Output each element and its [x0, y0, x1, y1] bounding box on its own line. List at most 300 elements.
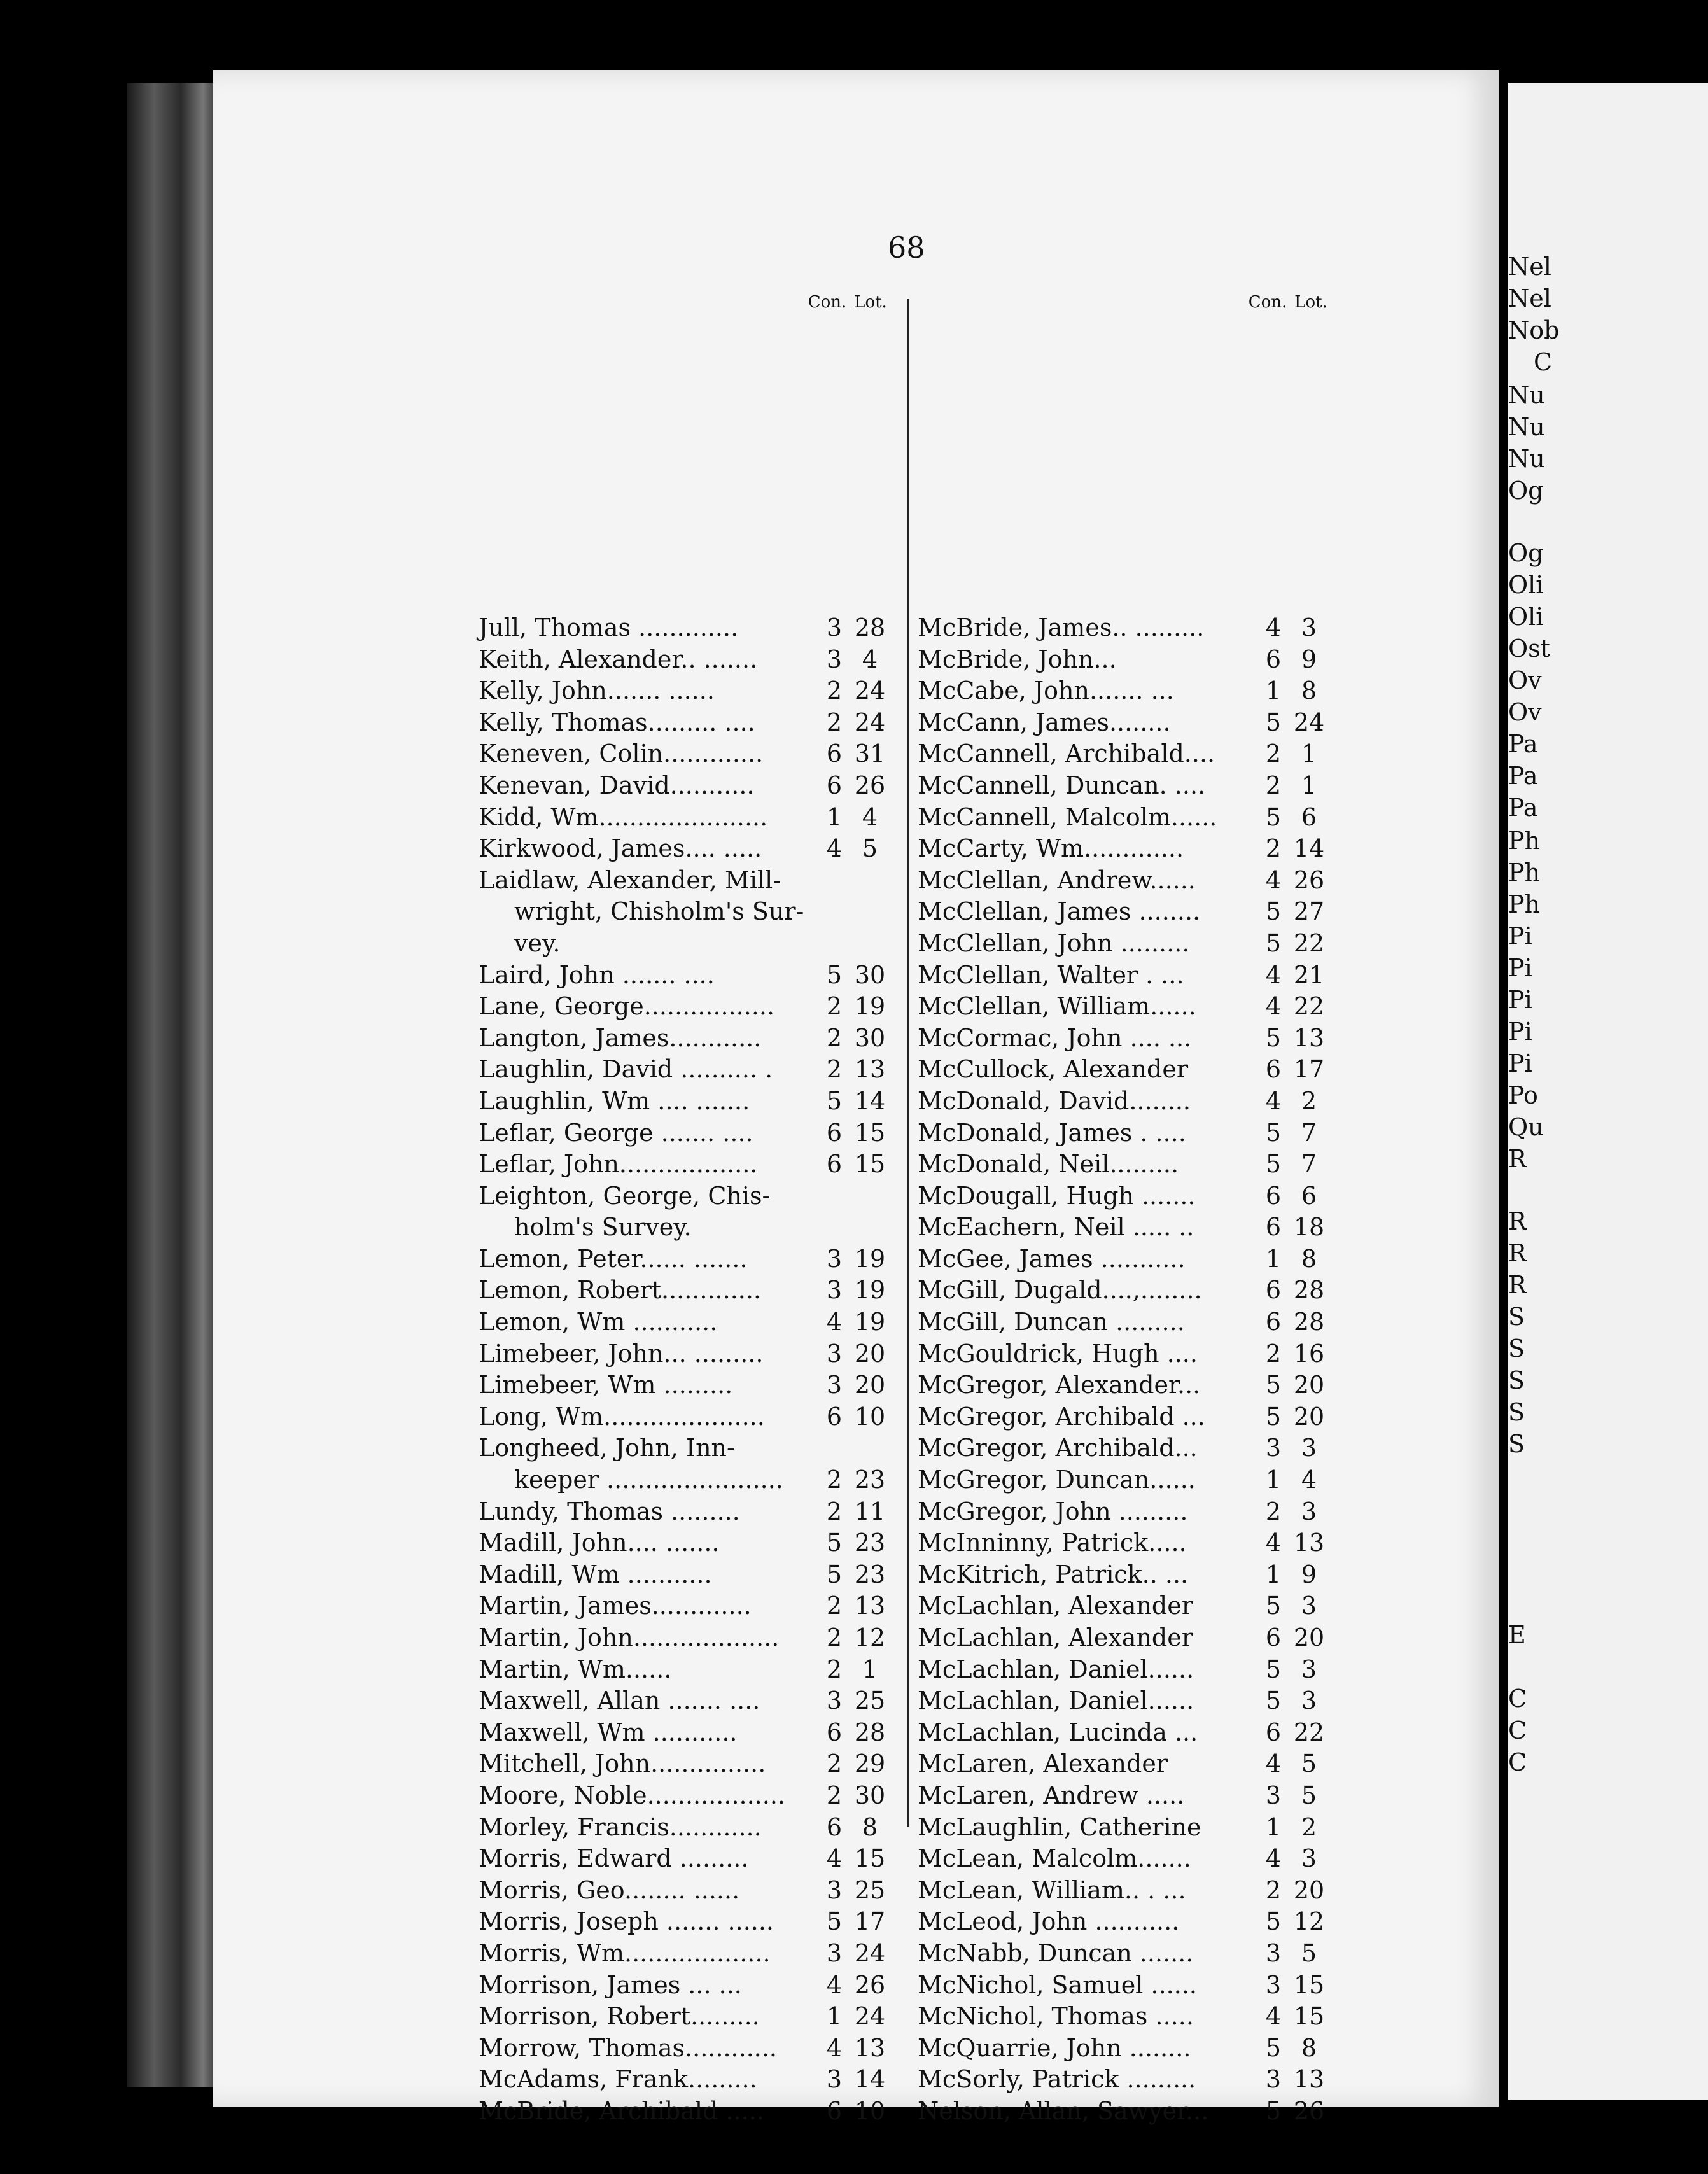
entry-name: Keneven, Colin............. [479, 740, 764, 768]
adjacent-page-fragment: Pi [1508, 1049, 1532, 1077]
list-item [479, 960, 899, 992]
list-item [918, 1559, 1338, 1591]
entry-lot: 26 [854, 1970, 886, 1999]
entry-concession: 5 [1265, 1371, 1282, 1399]
entry-name: wright, Chisholm's Sur- [514, 897, 804, 926]
list-item [479, 802, 899, 834]
entry-lot: 13 [854, 2033, 886, 2062]
list-item [918, 1370, 1338, 1401]
entry-name: McGregor, John ......... [918, 1497, 1188, 1525]
entry-concession: 2 [1265, 1876, 1282, 1904]
entry-concession: 6 [1265, 1276, 1282, 1305]
adjacent-page-fragment: Nu [1508, 445, 1545, 473]
adjacent-page-fragment: Pa [1508, 762, 1538, 790]
list-item [918, 1590, 1338, 1622]
entry-concession: 1 [1265, 677, 1282, 705]
adjacent-page-fragment: Ph [1508, 890, 1541, 918]
entry-name: McLean, William.. . ... [918, 1876, 1186, 1904]
entry-lot: 11 [854, 1497, 886, 1525]
entry-concession: 3 [826, 1876, 843, 1904]
entry-name: McClellan, Walter . ... [918, 960, 1184, 989]
entry-lot: 15 [854, 1844, 886, 1873]
list-item [479, 928, 899, 960]
adjacent-page-fragment: Pi [1508, 922, 1532, 950]
list-item [479, 1938, 899, 1970]
adjacent-page-fragment: S [1508, 1398, 1525, 1426]
entry-concession: 2 [826, 708, 843, 736]
entry-name: McInninny, Patrick..... [918, 1529, 1187, 1557]
list-item [479, 833, 899, 865]
adjacent-page-fragment: Ph [1508, 827, 1541, 855]
entry-lot: 7 [1301, 1118, 1317, 1147]
list-item [479, 1559, 899, 1591]
entry-name: Long, Wm..................... [479, 1402, 765, 1431]
entry-lot: 22 [1293, 929, 1325, 957]
adjacent-page-fragment: Ost [1508, 635, 1550, 663]
list-item [479, 1685, 899, 1717]
list-item [918, 2064, 1338, 2096]
entry-lot: 28 [1293, 1308, 1325, 1336]
entry-concession: 3 [826, 1339, 843, 1368]
list-item [918, 1433, 1338, 1464]
adjacent-page-fragment: Qu [1508, 1113, 1544, 1141]
entry-lot: 26 [1293, 2096, 1325, 2125]
entry-lot: 29 [854, 1750, 886, 1778]
adjacent-page [1508, 83, 1708, 2100]
adjacent-page-fragment: Og [1508, 539, 1544, 567]
entry-lot: 30 [854, 960, 886, 989]
adjacent-page-fragment: Oli [1508, 603, 1544, 631]
list-item [479, 1875, 899, 1907]
list-item [479, 1433, 899, 1464]
entry-name: Leighton, George, Chis- [479, 1181, 771, 1210]
entry-concession: 6 [1265, 1055, 1282, 1084]
entry-name: McNichol, Samuel ...... [918, 1970, 1197, 1999]
list-item [479, 1812, 899, 1844]
entry-name: Martin, Wm...... [479, 1655, 672, 1683]
entry-name: McLaren, Alexander [918, 1750, 1168, 1778]
entry-name: Lundy, Thomas ......... [479, 1497, 740, 1525]
entry-lot: 4 [862, 645, 878, 673]
entry-lot: 8 [1301, 2033, 1317, 2062]
entry-lot: 19 [854, 992, 886, 1021]
list-item [479, 1464, 899, 1496]
entry-lot: 31 [854, 740, 886, 768]
entry-name: McClellan, William...... [918, 992, 1196, 1021]
right-column-header [1246, 293, 1333, 312]
entry-name: McCormac, John .... ... [918, 1023, 1192, 1052]
entry-name: Lemon, Robert............. [479, 1276, 762, 1305]
entry-lot: 23 [854, 1560, 886, 1588]
adjacent-page-fragment: S [1508, 1335, 1525, 1363]
adjacent-page-fragment: Nu [1508, 381, 1545, 409]
adjacent-page-fragment: Oli [1508, 571, 1544, 599]
entry-lot: 12 [1293, 1907, 1325, 1936]
list-item [918, 928, 1338, 960]
adjacent-page-fragment: C [1508, 1685, 1527, 1713]
entry-lot: 14 [854, 1086, 886, 1115]
list-item [479, 865, 899, 897]
entry-name: McGouldrick, Hugh .... [918, 1339, 1198, 1368]
entry-name: McLaughlin, Catherine [918, 1813, 1201, 1841]
entry-name: McCannell, Malcolm...... [918, 803, 1217, 831]
entry-name: Morris, Wm................... [479, 1939, 771, 1967]
entry-name: McGill, Duncan ......... [918, 1308, 1185, 1336]
adjacent-page-fragment: Pa [1508, 730, 1538, 758]
entry-name: McCullock, Alexander [918, 1055, 1189, 1084]
entry-lot: 5 [862, 834, 878, 863]
list-item [918, 865, 1338, 897]
list-item [479, 2064, 899, 2096]
entry-lot: 4 [1301, 1466, 1317, 1494]
entry-concession: 2 [1265, 1339, 1282, 1368]
entry-name: Laidlaw, Alexander, Mill- [479, 866, 781, 894]
entry-concession: 2 [826, 677, 843, 705]
entry-concession: 3 [826, 1276, 843, 1305]
entry-concession: 6 [1265, 1181, 1282, 1210]
entry-concession: 3 [826, 1244, 843, 1273]
entry-concession: 2 [826, 1466, 843, 1494]
entry-name: McGill, Dugald....,........ [918, 1276, 1202, 1305]
entry-concession: 4 [1265, 866, 1282, 894]
adjacent-page-fragment: R [1508, 1239, 1527, 1267]
entry-lot: 17 [1293, 1055, 1325, 1084]
entry-lot: 19 [854, 1276, 886, 1305]
entry-lot: 14 [1293, 834, 1325, 863]
entry-lot: 19 [854, 1308, 886, 1336]
entry-name: Maxwell, Wm ........... [479, 1718, 738, 1746]
list-item [918, 1780, 1338, 1812]
adjacent-page-fragment: S [1508, 1430, 1525, 1458]
entry-name: McClellan, Andrew...... [918, 866, 1196, 894]
list-item [918, 644, 1338, 676]
entry-name: Moore, Noble.................. [479, 1781, 785, 1809]
entry-lot: 21 [1293, 960, 1325, 989]
lot-header: Lot. [854, 293, 887, 312]
adjacent-page-fragment: Pa [1508, 794, 1538, 822]
entry-lot: 30 [854, 1023, 886, 1052]
entry-concession: 2 [1265, 1497, 1282, 1525]
lot-header: Lot. [1294, 293, 1327, 312]
entry-name: McCabe, John....... ... [918, 677, 1174, 705]
entry-lot: 19 [854, 1244, 886, 1273]
entry-concession: 3 [826, 614, 843, 642]
list-item [918, 1023, 1338, 1055]
list-item [918, 1401, 1338, 1433]
entry-lot: 17 [854, 1907, 886, 1936]
list-item [918, 1717, 1338, 1749]
list-item [479, 738, 899, 770]
list-item [918, 1212, 1338, 1244]
list-item [918, 1181, 1338, 1212]
entry-concession: 4 [1265, 2002, 1282, 2031]
entry-concession: 3 [826, 1939, 843, 1967]
entry-concession: 6 [1265, 1718, 1282, 1746]
list-item [918, 1054, 1338, 1086]
list-item [918, 1464, 1338, 1496]
entry-name: McClellan, John ......... [918, 929, 1190, 957]
entry-concession: 6 [826, 1813, 843, 1841]
list-item [918, 1307, 1338, 1338]
entry-name: McDonald, James . .... [918, 1118, 1186, 1147]
adjacent-page-fragment: S [1508, 1303, 1525, 1331]
entry-lot: 26 [854, 771, 886, 799]
entry-lot: 20 [1293, 1876, 1325, 1904]
list-item [479, 1275, 899, 1307]
list-item [479, 1780, 899, 1812]
list-item [479, 1023, 899, 1055]
entry-name: Limebeer, John... ......... [479, 1339, 764, 1368]
entry-name: McSorly, Patrick ......... [918, 2065, 1196, 2094]
list-item [479, 896, 899, 928]
entry-concession: 6 [826, 1402, 843, 1431]
entry-name: Leflar, George ....... .... [479, 1118, 753, 1147]
list-item [479, 1970, 899, 2002]
list-item [479, 1118, 899, 1149]
entry-concession: 5 [1265, 2096, 1282, 2125]
entry-name: Morrison, Robert......... [479, 2002, 760, 2031]
entry-name: McGee, James ........... [918, 1244, 1186, 1273]
entry-name: holm's Survey. [514, 1213, 692, 1242]
entry-lot: 24 [854, 2002, 886, 2031]
adjacent-page-fragment: Og [1508, 477, 1544, 505]
entry-concession: 3 [826, 2065, 843, 2094]
entry-name: McBride, John... [918, 645, 1117, 673]
adjacent-page-fragment: R [1508, 1207, 1527, 1235]
entry-concession: 4 [826, 1970, 843, 1999]
list-item [479, 1212, 899, 1244]
entry-name: Longheed, John, Inn- [479, 1434, 735, 1462]
list-item [479, 1496, 899, 1528]
entry-concession: 2 [826, 1055, 843, 1084]
list-item [479, 1906, 899, 1938]
column-divider [907, 299, 909, 1827]
entry-name: Keith, Alexander.. ....... [479, 645, 758, 673]
entry-name: McLean, Malcolm....... [918, 1844, 1191, 1873]
entry-lot: 14 [854, 2065, 886, 2094]
entry-concession: 4 [1265, 1086, 1282, 1115]
adjacent-page-fragment: Po [1508, 1081, 1538, 1109]
list-item [918, 1685, 1338, 1717]
entry-lot: 4 [862, 803, 878, 831]
entry-concession: 5 [1265, 1592, 1282, 1620]
entry-name: McLachlan, Lucinda ... [918, 1718, 1198, 1746]
entry-concession: 5 [1265, 929, 1282, 957]
entry-lot: 26 [1293, 866, 1325, 894]
list-item [918, 1275, 1338, 1307]
entry-name: McLachlan, Daniel...... [918, 1655, 1194, 1683]
list-item [479, 1843, 899, 1875]
list-item [918, 612, 1338, 644]
entry-lot: 18 [1293, 1213, 1325, 1242]
list-item [918, 991, 1338, 1023]
adjacent-page-fragment: C [1534, 348, 1553, 376]
adjacent-page-fragment: Nel [1508, 253, 1551, 281]
entry-name: Kidd, Wm...................... [479, 803, 768, 831]
list-item [479, 707, 899, 739]
entry-lot: 15 [1293, 2002, 1325, 2031]
entry-lot: 6 [1301, 803, 1317, 831]
list-item [918, 1812, 1338, 1844]
entry-name: McGregor, Archibald... [918, 1434, 1198, 1462]
entry-lot: 24 [854, 1939, 886, 1967]
entry-name: Morley, Francis............ [479, 1813, 762, 1841]
entry-lot: 15 [854, 1150, 886, 1179]
entry-name: Morrow, Thomas............ [479, 2033, 778, 2062]
entry-concession: 4 [1265, 960, 1282, 989]
entry-lot: 5 [1301, 1750, 1317, 1778]
entry-concession: 6 [1265, 1213, 1282, 1242]
entry-name: Madill, Wm ........... [479, 1560, 712, 1588]
entry-concession: 5 [1265, 803, 1282, 831]
entry-concession: 4 [1265, 614, 1282, 642]
adjacent-page-fragment: Nu [1508, 413, 1545, 441]
entry-lot: 3 [1301, 1655, 1317, 1683]
list-item [918, 1527, 1338, 1559]
list-item [479, 1054, 899, 1086]
entry-name: Martin, John................... [479, 1623, 780, 1652]
entry-lot: 25 [854, 1687, 886, 1715]
list-item [918, 1118, 1338, 1149]
entry-concession: 1 [1265, 1466, 1282, 1494]
entry-concession: 3 [826, 1687, 843, 1715]
list-item [479, 1590, 899, 1622]
entry-concession: 5 [1265, 1907, 1282, 1936]
entry-concession: 1 [1265, 1813, 1282, 1841]
entry-concession: 1 [826, 803, 843, 831]
list-item [479, 1149, 899, 1181]
entry-lot: 5 [1301, 1781, 1317, 1809]
entry-name: keeper ....................... [514, 1466, 783, 1494]
entry-concession: 6 [1265, 645, 1282, 673]
entry-concession: 5 [1265, 708, 1282, 736]
entry-name: McLachlan, Alexander [918, 1623, 1193, 1652]
entry-concession: 4 [1265, 992, 1282, 1021]
entry-concession: 4 [826, 1844, 843, 1873]
list-item [479, 2033, 899, 2065]
entry-concession: 2 [826, 1497, 843, 1525]
entry-lot: 10 [854, 1402, 886, 1431]
entry-lot: 20 [854, 1371, 886, 1399]
entry-lot: 10 [854, 2096, 886, 2125]
entry-name: Madill, John.... ....... [479, 1529, 720, 1557]
adjacent-page-fragment: Nel [1508, 284, 1551, 312]
entry-name: McClellan, James ........ [918, 897, 1201, 926]
entry-lot: 20 [1293, 1623, 1325, 1652]
entry-concession: 2 [826, 1592, 843, 1620]
entry-name: Leflar, John.................. [479, 1150, 758, 1179]
entry-concession: 5 [826, 960, 843, 989]
entry-concession: 4 [1265, 1844, 1282, 1873]
entry-concession: 2 [826, 1023, 843, 1052]
list-item [918, 833, 1338, 865]
entry-name: McLaren, Andrew ..... [918, 1781, 1185, 1809]
adjacent-page-fragment: Ov [1508, 698, 1542, 726]
list-item [918, 1843, 1338, 1875]
list-item [918, 1622, 1338, 1654]
list-item [918, 960, 1338, 992]
adjacent-page-fragment: R [1508, 1271, 1527, 1299]
entry-name: Martin, James............. [479, 1592, 752, 1620]
book-spine [127, 83, 216, 2087]
list-item [918, 1938, 1338, 1970]
entry-concession: 5 [1265, 1655, 1282, 1683]
adjacent-page-fragment: Nob [1508, 316, 1560, 344]
adjacent-page-fragment: C [1508, 1748, 1527, 1776]
entry-name: McCann, James........ [918, 708, 1171, 736]
entry-lot: 8 [1301, 677, 1317, 705]
entry-concession: 6 [826, 2096, 843, 2125]
list-item [918, 2033, 1338, 2065]
entry-concession: 5 [1265, 1687, 1282, 1715]
entry-name: Kenevan, David........... [479, 771, 755, 799]
entry-concession: 5 [826, 1086, 843, 1115]
entry-concession: 2 [1265, 771, 1282, 799]
entry-concession: 1 [1265, 1244, 1282, 1273]
entry-name: McBride, Archibald ..... [479, 2096, 764, 2125]
entry-name: McCarty, Wm............. [918, 834, 1184, 863]
list-item [479, 1717, 899, 1749]
entry-concession: 2 [826, 1781, 843, 1809]
entry-concession: 6 [826, 1118, 843, 1147]
entry-concession: 6 [1265, 1308, 1282, 1336]
con-header: Con. [808, 293, 847, 312]
page-number: 68 [888, 230, 925, 265]
entry-concession: 6 [826, 771, 843, 799]
entry-concession: 1 [826, 2002, 843, 2031]
entry-concession: 5 [826, 1560, 843, 1588]
entry-name: McCannell, Archibald.... [918, 740, 1215, 768]
entry-concession: 4 [826, 1308, 843, 1336]
list-item [918, 1906, 1338, 1938]
list-item [918, 2001, 1338, 2033]
entry-concession: 5 [1265, 1402, 1282, 1431]
entry-name: McEachern, Neil ..... .. [918, 1213, 1194, 1242]
entry-name: McGregor, Alexander... [918, 1371, 1201, 1399]
adjacent-page-fragment: C [1508, 1716, 1527, 1744]
list-item [479, 644, 899, 676]
entry-name: McQuarrie, John ........ [918, 2033, 1191, 2062]
entry-lot: 23 [854, 1529, 886, 1557]
entry-lot: 3 [1301, 1844, 1317, 1873]
entry-name: Morris, Geo........ ...... [479, 1876, 740, 1904]
entry-lot: 24 [854, 677, 886, 705]
entry-concession: 1 [1265, 1560, 1282, 1588]
list-item [918, 1086, 1338, 1118]
entry-concession: 3 [1265, 1434, 1282, 1462]
list-item [918, 896, 1338, 928]
list-item [918, 1149, 1338, 1181]
list-item [918, 738, 1338, 770]
entry-name: McDougall, Hugh ....... [918, 1181, 1196, 1210]
list-item [479, 1654, 899, 1686]
entry-lot: 7 [1301, 1150, 1317, 1179]
entry-concession: 5 [1265, 1150, 1282, 1179]
entry-concession: 4 [826, 834, 843, 863]
entry-name: Lemon, Wm ........... [479, 1308, 718, 1336]
entry-concession: 3 [1265, 2065, 1282, 2094]
entry-lot: 22 [1293, 992, 1325, 1021]
entry-concession: 5 [826, 1529, 843, 1557]
entry-name: McAdams, Frank......... [479, 2065, 757, 2094]
list-item [918, 770, 1338, 802]
entry-concession: 5 [1265, 1023, 1282, 1052]
entry-lot: 8 [1301, 1244, 1317, 1273]
entry-lot: 13 [854, 1592, 886, 1620]
list-item [918, 802, 1338, 834]
list-item [479, 612, 899, 644]
entry-name: Laughlin, Wm .... ....... [479, 1086, 750, 1115]
